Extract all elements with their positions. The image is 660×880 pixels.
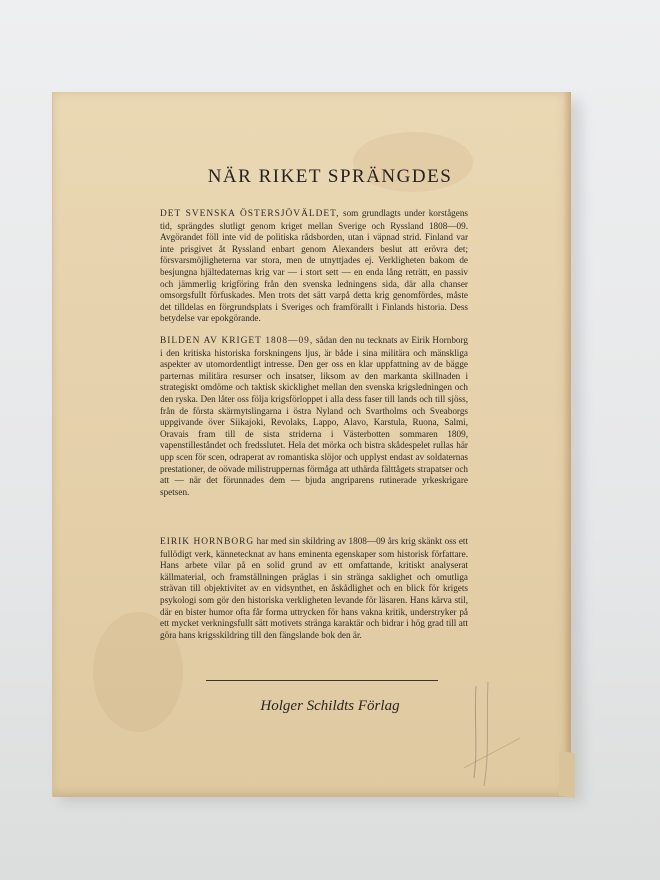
- blurb-paragraph-1: [160, 208, 468, 325]
- paragraph-text: som grundlagts under korstågens tid, sprängdes slutligt genom kriget mellan Sverige och Ryssland 1808—09. Avgörandet föll inte vid de politiska rådsborden, utan i väpnad strid. Finland var inte prisgivet åt Ryssland enbart genom Alexanders beslut att erövra det; försvarsmöjligheterna var stora, men de utnyttjades ej. Verkligheten bakom de besjungna hjältedaternas krig var — i stort sett — en enda lång reträtt, en passiv och jämmerlig krigföring från den svenska ledningens sida, där alla chanser omsorgsfullt förfuskades. Men trots det sätt varpå detta krig genomfördes, måste det tilldelas en förgrundsplats i Sveriges och framförallt i Finlands historia. Dess betydelse var epokgörande.: [160, 208, 468, 324]
- paragraph-text: sådan den nu tecknats av Eirik Hornborg i den kritiska historiska forskningens ljus, är både i sina militära och mänskliga aspekter av utomordentligt intresse. Den ger oss en klar uppfattning av de bägge parternas militära resurser och insatser, liksom av den markanta skillnaden i strategiskt omdöme och taktisk skicklighet mellan den svenska krigsledningen och den ryska. Den låter oss följa krigsförloppet i alla dess faser till lands och till sjöss, från de första skärmytslingarna i östra Nyland och Svartholms och Sveaborgs uppgivande över Siikajoki, Revolaks, Lappo, Alavo, Karstula, Ruona, Salmi, Oravais fram till de sista striderna i Västerbotten sommaren 1809, vapenstilleståndet och fredsslutet. Hela det mörka och bistra skådespelet rullas här upp scen för scen, odraperat av romantiska slöjor och upplyst endast av soldaternas prestationer, de oövade milistruppernas förmåga att uthärda fälttågets strapatser och att — när det förunnades dem — bjuda angriparens rutinerade yrkeskrigare spetsen.: [160, 335, 468, 497]
- book-title: NÄR RIKET SPRÄNGDES: [207, 166, 453, 187]
- paragraph-lead: EIRIK HORNBORG: [160, 537, 255, 547]
- torn-corner: [559, 751, 575, 798]
- paragraph-lead: BILDEN AV KRIGET 1808—09,: [160, 336, 314, 346]
- blurb-paragraph-2: [160, 335, 468, 498]
- publisher-name: Holger Schildts Förlag: [260, 698, 400, 714]
- pencil-scribble: [462, 678, 522, 788]
- paragraph-lead: DET SVENSKA ÖSTERSJÖVÄLDET,: [160, 209, 340, 219]
- paragraph-text: har med sin skildring av 1808—09 års krig skänkt oss ett fullödigt verk, kännetecknat av hans eminenta egenskaper som historisk författare. Hans arbete vilar på en solid grund av ett omfattande, kritiskt analyserat källmaterial, och framställningen präglas i sin stränga saklighet och omutliga strävan till objektivitet av en vidsynthet, en åskådlighet och en blick för krigets psykologi som gör den historiska verkligheten levande för läsaren. Hans kärva stil, där en bister humor ofta får forma uttrycken för hans vakna kritik, understryker på ett mycket verkningsfullt sätt motivets stränga karaktär och bidrar i hög grad till att göra hans krigsskildring till den fängslande bok den är.: [160, 536, 468, 640]
- blurb-paragraph-3: [160, 536, 468, 641]
- divider-rule: [206, 680, 438, 681]
- cover-edge: [563, 92, 571, 797]
